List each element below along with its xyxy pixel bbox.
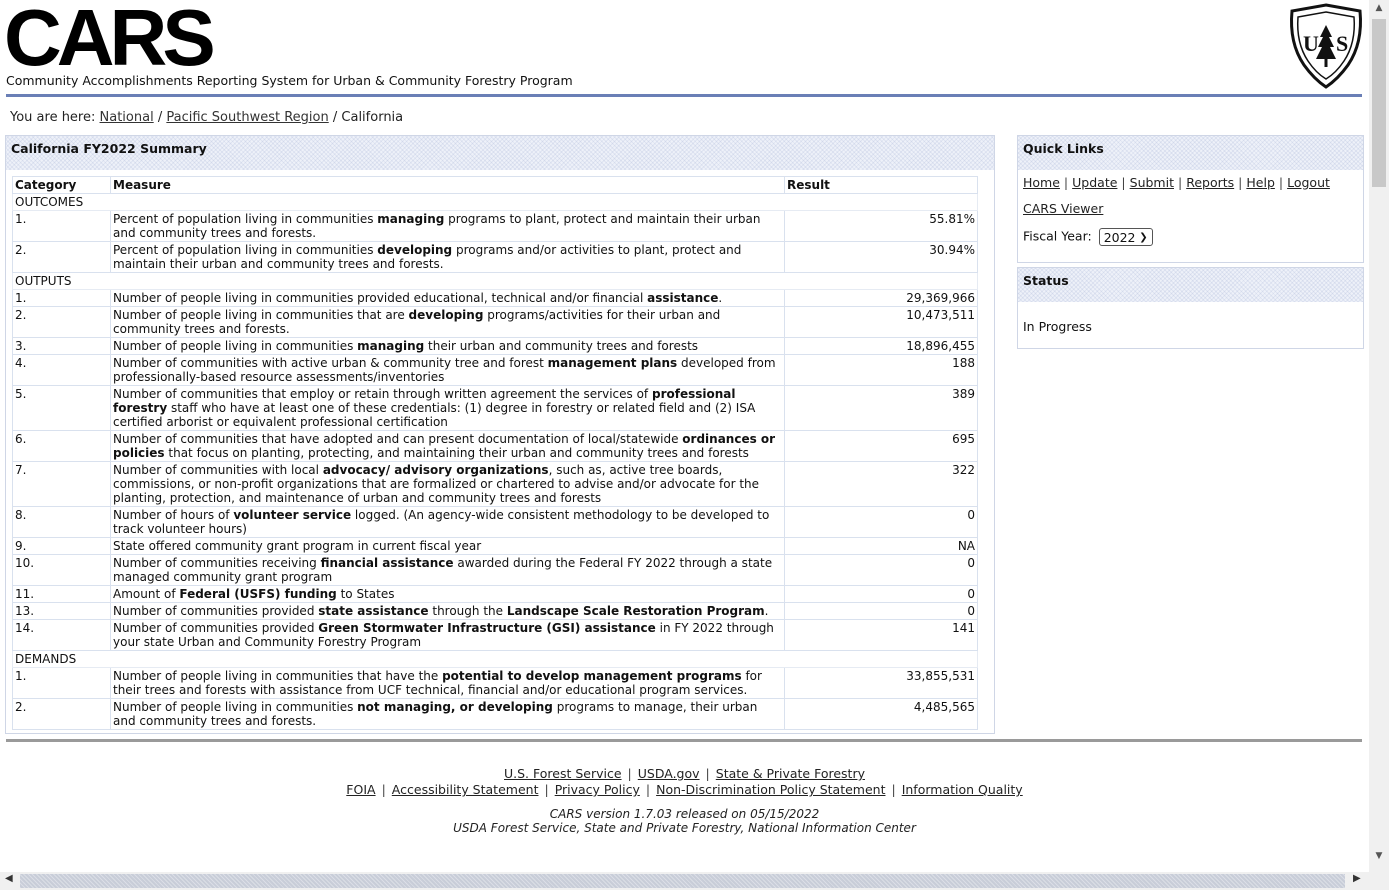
measure-emphasis: developing [377, 243, 453, 257]
status-value: In Progress [1023, 319, 1092, 334]
summary-panel [5, 135, 995, 734]
measure-emphasis: advocacy/ advisory organizations [322, 463, 549, 477]
footer-links-primary [0, 766, 1369, 781]
measure-text: Number of people living in communities [113, 339, 358, 353]
measure-text: Number of communities provided [113, 604, 319, 618]
reports-link[interactable]: Reports [1186, 175, 1235, 190]
result-column-header: Result [785, 177, 978, 194]
cars-viewer-link[interactable]: CARS Viewer [1023, 201, 1104, 216]
non-discrimination-link[interactable]: Non-Discrimination Policy Statement [656, 782, 886, 797]
table-row [13, 538, 978, 555]
update-link[interactable]: Update [1072, 175, 1118, 190]
result-cell: 0 [785, 586, 978, 603]
row-number: 2. [13, 307, 111, 338]
submit-link[interactable]: Submit [1129, 175, 1174, 190]
measure-cell [111, 668, 785, 699]
scroll-right-icon[interactable]: ▶ [1353, 873, 1361, 884]
measure-emphasis: state assistance [318, 604, 429, 618]
measure-cell [111, 462, 785, 507]
measure-text: programs to plant, protect and maintain their urban and community trees and forests. [113, 212, 761, 240]
measure-cell [111, 555, 785, 586]
measure-emphasis: not managing, or developing [357, 700, 553, 714]
row-number: 2. [13, 242, 111, 273]
measure-text: through the [428, 604, 507, 618]
measure-cell [111, 603, 785, 620]
measure-cell [111, 699, 785, 730]
row-number: 8. [13, 507, 111, 538]
measure-text: Number of communities provided [113, 621, 319, 635]
usda-link[interactable]: USDA.gov [637, 766, 700, 781]
measure-emphasis: volunteer service [233, 508, 352, 522]
measure-cell [111, 386, 785, 431]
section-label: OUTCOMES [13, 194, 978, 211]
measure-text: Number of hours of [113, 508, 234, 522]
section-row [13, 273, 978, 290]
row-number: 14. [13, 620, 111, 651]
measure-text: Number of communities with local [113, 463, 323, 477]
table-row [13, 290, 978, 307]
row-number: 7. [13, 462, 111, 507]
help-link[interactable]: Help [1246, 175, 1275, 190]
horizontal-scroll-thumb[interactable] [20, 874, 1345, 888]
link-separator: | [381, 782, 386, 797]
scrollbar-corner [1369, 872, 1389, 890]
measure-cell [111, 211, 785, 242]
forest-service-shield-icon [1286, 3, 1366, 89]
row-number: 3. [13, 338, 111, 355]
measure-cell [111, 290, 785, 307]
measure-emphasis: management plans [547, 356, 678, 370]
measure-text: . [718, 291, 723, 305]
measure-text: , such as, active tree boards, commissions, or non-profit organizations that are formalized or chartered to advise and/or advocate for the planting, protection, and maintenance of urban and community trees and forests [113, 463, 760, 505]
measure-text: Number of communities that have adopted and can present documentation of local/statewide [113, 432, 683, 446]
measure-emphasis: professional forestry [113, 387, 736, 415]
table-row [13, 355, 978, 386]
table-row [13, 507, 978, 538]
measure-text: Number of communities receiving [113, 556, 321, 570]
svg-text:S: S [1336, 31, 1349, 56]
row-number: 9. [13, 538, 111, 555]
logout-link[interactable]: Logout [1287, 175, 1330, 190]
measure-emphasis: developing [408, 308, 484, 322]
measure-text: programs/activities for their urban and community trees and forests. [113, 308, 721, 336]
row-number: 1. [13, 211, 111, 242]
measure-cell [111, 338, 785, 355]
accessibility-link[interactable]: Accessibility Statement [391, 782, 539, 797]
result-cell: NA [785, 538, 978, 555]
link-separator: | [1177, 175, 1183, 190]
chevron-down-icon: ❯ [1139, 232, 1148, 243]
measure-text: Percent of population living in communities [113, 243, 378, 257]
table-row [13, 431, 978, 462]
link-separator: | [645, 782, 651, 797]
measure-text: programs and/or activities to plant, protect and maintain their urban and community trees and forests. [113, 243, 742, 271]
breadcrumb-separator: / [332, 110, 338, 125]
section-label: OUTPUTS [13, 273, 978, 290]
result-cell: 55.81% [785, 211, 978, 242]
row-number: 2. [13, 699, 111, 730]
measure-text: programs to manage, their urban and community trees and forests. [113, 700, 758, 728]
link-separator: | [705, 766, 710, 781]
row-number: 11. [13, 586, 111, 603]
result-cell: 0 [785, 507, 978, 538]
section-row [13, 194, 978, 211]
measure-cell [111, 620, 785, 651]
status-panel [1017, 267, 1364, 349]
measure-text: Percent of population living in communities [113, 212, 378, 226]
result-cell: 29,369,966 [785, 290, 978, 307]
measure-text: to States [336, 587, 395, 601]
row-number: 1. [13, 290, 111, 307]
category-column-header: Category [13, 177, 111, 194]
link-separator: | [1063, 175, 1069, 190]
breadcrumb-region-link[interactable]: Pacific Southwest Region [166, 110, 329, 125]
measure-text: Number of people living in communities that are [113, 308, 409, 322]
result-cell: 695 [785, 431, 978, 462]
breadcrumb-prefix: You are here: [10, 110, 96, 125]
home-link[interactable]: Home [1023, 175, 1060, 190]
row-number: 1. [13, 668, 111, 699]
measure-text: Number of communities that employ or retain through written agreement the services of [113, 387, 652, 401]
measure-text: Amount of [113, 587, 180, 601]
measure-text: in FY 2022 through your state Urban and Community Forestry Program [113, 621, 774, 649]
scroll-down-icon[interactable]: ▼ [1375, 851, 1383, 861]
table-row [13, 668, 978, 699]
link-separator: | [1278, 175, 1284, 190]
link-separator: | [891, 782, 896, 797]
measure-emphasis: assistance [647, 291, 719, 305]
quick-links-title: Quick Links [1018, 136, 1363, 170]
measure-emphasis: potential to develop management programs [442, 669, 742, 683]
measure-text: . [764, 604, 769, 618]
measure-text: developed from professionally-based resource assessments/inventories [113, 356, 776, 384]
row-number: 5. [13, 386, 111, 431]
section-label: DEMANDS [13, 651, 978, 668]
summary-body [13, 194, 978, 730]
table-row [13, 586, 978, 603]
breadcrumb-separator: / [157, 110, 163, 125]
measure-cell [111, 586, 785, 603]
row-number: 10. [13, 555, 111, 586]
result-cell: 0 [785, 555, 978, 586]
table-row [13, 386, 978, 431]
result-cell: 141 [785, 620, 978, 651]
header-divider [6, 94, 1362, 97]
breadcrumb-national-link[interactable]: National [99, 110, 154, 125]
measure-text: Number of people living in communities [113, 700, 358, 714]
result-cell: 33,855,531 [785, 668, 978, 699]
information-quality-link[interactable]: Information Quality [901, 782, 1023, 797]
measure-cell [111, 307, 785, 338]
measure-cell [111, 431, 785, 462]
version-text: CARS version 1.7.03 released on 05/15/2022 [549, 807, 820, 821]
measure-emphasis: Green Stormwater Infrastructure (GSI) assistance [318, 621, 656, 635]
measure-cell [111, 507, 785, 538]
measure-emphasis: Federal (USFS) funding [179, 587, 337, 601]
fiscal-year-select[interactable] [1099, 228, 1153, 246]
measure-emphasis: managing [357, 339, 425, 353]
result-cell: 188 [785, 355, 978, 386]
table-row [13, 242, 978, 273]
table-row [13, 338, 978, 355]
fiscal-year-row [1023, 228, 1153, 246]
measure-emphasis: ordinances or policies [113, 432, 776, 460]
row-number: 6. [13, 431, 111, 462]
footer-links-secondary [0, 782, 1369, 797]
measure-emphasis: Landscape Scale Restoration Program [506, 604, 765, 618]
measure-text: Number of people living in communities provided educational, technical and/or financial [113, 291, 648, 305]
measure-text: that focus on planting, protecting, and maintaining their urban and community trees and forests [164, 446, 749, 460]
table-row [13, 699, 978, 730]
state-private-forestry-link[interactable]: State & Private Forestry [715, 766, 865, 781]
link-separator: | [544, 782, 549, 797]
foia-link[interactable]: FOIA [346, 782, 376, 797]
measure-emphasis: managing [377, 212, 445, 226]
link-separator: | [1238, 175, 1243, 190]
status-title: Status [1018, 268, 1363, 302]
table-row [13, 307, 978, 338]
result-cell: 4,485,565 [785, 699, 978, 730]
table-row [13, 555, 978, 586]
quick-links-panel [1017, 135, 1364, 263]
measure-text: Number of communities with active urban & community tree and forest [113, 356, 548, 370]
measure-text: awarded during the Federal FY 2022 through a state managed community grant program [113, 556, 773, 584]
forest-service-link[interactable]: U.S. Forest Service [504, 766, 622, 781]
privacy-policy-link[interactable]: Privacy Policy [554, 782, 640, 797]
measure-cell [111, 538, 785, 555]
measure-cell [111, 242, 785, 273]
summary-table [12, 176, 978, 730]
result-cell: 389 [785, 386, 978, 431]
table-row [13, 603, 978, 620]
result-cell: 322 [785, 462, 978, 507]
site-subtitle: Community Accomplishments Reporting System for Urban & Community Forestry Program [6, 73, 573, 88]
summary-header-row [13, 177, 978, 194]
measure-text: Number of people living in communities that have the [113, 669, 443, 683]
measure-emphasis: financial assistance [320, 556, 454, 570]
measure-text: their urban and community trees and forests [424, 339, 699, 353]
scroll-left-icon[interactable]: ◀ [5, 873, 13, 884]
row-number: 4. [13, 355, 111, 386]
row-number: 13. [13, 603, 111, 620]
quick-links-list [1023, 175, 1330, 190]
measure-text: State offered community grant program in current fiscal year [113, 539, 482, 553]
footer-divider [6, 739, 1362, 742]
result-cell: 30.94% [785, 242, 978, 273]
vertical-scroll-thumb[interactable] [1372, 19, 1386, 187]
measure-text: for their trees and forests with assistance from UCF technical, financial and/or educational program services. [113, 669, 762, 697]
link-separator: | [1121, 175, 1126, 190]
breadcrumb [10, 110, 403, 125]
measure-column-header: Measure [111, 177, 785, 194]
scroll-up-icon[interactable]: ▲ [1375, 3, 1383, 13]
measure-text: logged. (An agency-wide consistent methodology to be developed to track volunteer hours) [113, 508, 770, 536]
svg-text:U: U [1303, 31, 1319, 56]
table-row [13, 211, 978, 242]
table-row [13, 462, 978, 507]
summary-title: California FY2022 Summary [6, 136, 994, 170]
link-separator: | [627, 766, 632, 781]
horizontal-scrollbar[interactable] [0, 872, 1369, 890]
cars-logo: CARS [4, 0, 211, 82]
result-cell: 10,473,511 [785, 307, 978, 338]
fiscal-year-label: Fiscal Year: [1023, 228, 1092, 244]
measure-text: staff who have at least one of these credentials: (1) degree in forestry or related field and (2) ISA certified arborist or equivalent professional certification [113, 401, 756, 429]
result-cell: 0 [785, 603, 978, 620]
vertical-scrollbar[interactable] [1369, 0, 1389, 872]
section-row [13, 651, 978, 668]
table-row [13, 620, 978, 651]
measure-cell [111, 355, 785, 386]
result-cell: 18,896,455 [785, 338, 978, 355]
fiscal-year-value: 2022 [1103, 230, 1136, 245]
breadcrumb-current: California [341, 110, 404, 125]
credit-text: USDA Forest Service, State and Private Forestry, National Information Center [453, 821, 916, 835]
